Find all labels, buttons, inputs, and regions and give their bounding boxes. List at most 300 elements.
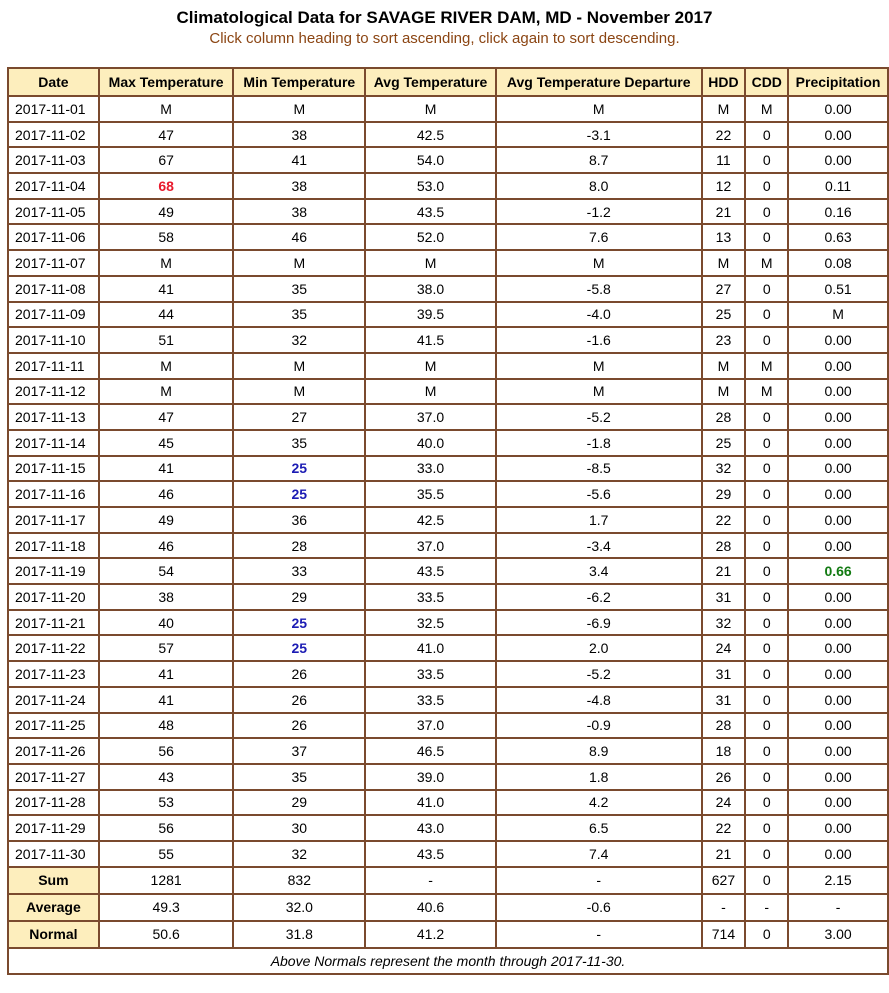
precipitation-cell: 0.00: [788, 507, 888, 533]
date-cell: 2017-11-17: [8, 507, 99, 533]
min-temperature-cell: 35: [233, 430, 365, 456]
max-temperature-cell: 58: [99, 224, 234, 250]
table-row: [8, 250, 888, 276]
table-row: [8, 610, 888, 636]
avg-temperature-cell: 42.5: [365, 507, 496, 533]
avg-temperature-cell: M: [365, 96, 496, 122]
precipitation-cell: 0.00: [788, 841, 888, 867]
avg-temperature-cell: 33.5: [365, 687, 496, 713]
max-temperature-cell: 56: [99, 815, 234, 841]
hdd-cell: 26: [702, 764, 746, 790]
avg-temperature-cell: 52.0: [365, 224, 496, 250]
table-row: [8, 199, 888, 225]
footnote-row: [8, 948, 888, 974]
avg-temperature-cell: 43.5: [365, 841, 496, 867]
table-row: [8, 224, 888, 250]
hdd-cell: 24: [702, 790, 746, 816]
precipitation-cell: 0.00: [788, 404, 888, 430]
min-temperature-cell: 25: [233, 456, 365, 482]
max-temperature-cell: 49: [99, 507, 234, 533]
precipitation-cell: 0.63: [788, 224, 888, 250]
precipitation-cell: 0.00: [788, 481, 888, 507]
avg-temperature-departure-cell: 8.7: [496, 147, 702, 173]
precipitation-cell: 0.00: [788, 456, 888, 482]
hdd-cell: 22: [702, 815, 746, 841]
avg-temperature-cell: 33.5: [365, 584, 496, 610]
min-temperature-cell: 46: [233, 224, 365, 250]
cdd-cell: 0: [745, 481, 788, 507]
avg-temperature-departure-cell: -4.0: [496, 302, 702, 328]
avg-temperature-departure-cell: -5.8: [496, 276, 702, 302]
max-temperature-cell: 46: [99, 533, 234, 559]
summary-label: Sum: [8, 867, 99, 894]
summary-cell: 0: [745, 921, 788, 948]
hdd-cell: 32: [702, 456, 746, 482]
table-row: [8, 122, 888, 148]
min-temperature-cell: M: [233, 250, 365, 276]
avg-temperature-cell: M: [365, 250, 496, 276]
avg-temperature-cell: 41.5: [365, 327, 496, 353]
precipitation-cell: 0.00: [788, 764, 888, 790]
precipitation-cell: M: [788, 302, 888, 328]
summary-cell: -: [496, 921, 702, 948]
avg-temperature-cell: M: [365, 379, 496, 405]
date-cell: 2017-11-02: [8, 122, 99, 148]
hdd-cell: 18: [702, 738, 746, 764]
summary-label: Normal: [8, 921, 99, 948]
table-row: [8, 790, 888, 816]
hdd-cell: 21: [702, 841, 746, 867]
avg-temperature-departure-cell: 3.4: [496, 558, 702, 584]
cdd-cell: 0: [745, 302, 788, 328]
date-cell: 2017-11-07: [8, 250, 99, 276]
table-row: [8, 738, 888, 764]
date-cell: 2017-11-19: [8, 558, 99, 584]
summary-cell: 714: [702, 921, 746, 948]
max-temperature-cell: 41: [99, 276, 234, 302]
max-temperature-cell: 48: [99, 713, 234, 739]
cdd-cell: 0: [745, 738, 788, 764]
table-row: [8, 302, 888, 328]
precipitation-cell: 0.00: [788, 687, 888, 713]
column-header-hdd[interactable]: HDD: [702, 68, 746, 96]
hdd-cell: 28: [702, 713, 746, 739]
summary-cell: -: [365, 867, 496, 894]
max-temperature-cell: M: [99, 250, 234, 276]
summary-cell: -0.6: [496, 894, 702, 921]
precipitation-cell: 0.00: [788, 815, 888, 841]
date-cell: 2017-11-14: [8, 430, 99, 456]
hdd-cell: 31: [702, 661, 746, 687]
avg-temperature-departure-cell: -8.5: [496, 456, 702, 482]
precipitation-cell: 0.00: [788, 790, 888, 816]
table-body: [8, 96, 888, 867]
date-cell: 2017-11-26: [8, 738, 99, 764]
max-temperature-cell: 47: [99, 404, 234, 430]
min-temperature-cell: 28: [233, 533, 365, 559]
max-temperature-cell: M: [99, 96, 234, 122]
hdd-cell: 13: [702, 224, 746, 250]
avg-temperature-cell: 41.0: [365, 790, 496, 816]
max-temperature-cell: 38: [99, 584, 234, 610]
hdd-cell: 22: [702, 507, 746, 533]
date-cell: 2017-11-04: [8, 173, 99, 199]
min-temperature-cell: 35: [233, 302, 365, 328]
min-temperature-cell: M: [233, 379, 365, 405]
max-temperature-cell: 54: [99, 558, 234, 584]
precipitation-cell: 0.00: [788, 122, 888, 148]
max-temperature-cell: 46: [99, 481, 234, 507]
avg-temperature-cell: 54.0: [365, 147, 496, 173]
min-temperature-cell: 36: [233, 507, 365, 533]
max-temperature-cell: 68: [99, 173, 234, 199]
table-row: [8, 404, 888, 430]
avg-temperature-departure-cell: -3.1: [496, 122, 702, 148]
avg-temperature-departure-cell: 1.8: [496, 764, 702, 790]
cdd-cell: 0: [745, 815, 788, 841]
summary-cell: 0: [745, 867, 788, 894]
summary-cell: 49.3: [99, 894, 234, 921]
date-cell: 2017-11-08: [8, 276, 99, 302]
column-header-avg-temperature-departure[interactable]: Avg Temperature Departure: [496, 68, 702, 96]
cdd-cell: 0: [745, 507, 788, 533]
avg-temperature-cell: 40.0: [365, 430, 496, 456]
avg-temperature-departure-cell: -3.4: [496, 533, 702, 559]
avg-temperature-cell: 53.0: [365, 173, 496, 199]
max-temperature-cell: 41: [99, 456, 234, 482]
summary-cell: 1281: [99, 867, 234, 894]
date-cell: 2017-11-22: [8, 635, 99, 661]
min-temperature-cell: 37: [233, 738, 365, 764]
summary-cell: 40.6: [365, 894, 496, 921]
cdd-cell: 0: [745, 584, 788, 610]
min-temperature-cell: 38: [233, 122, 365, 148]
avg-temperature-departure-cell: -5.2: [496, 404, 702, 430]
cdd-cell: 0: [745, 456, 788, 482]
avg-temperature-departure-cell: -4.8: [496, 687, 702, 713]
hdd-cell: 28: [702, 533, 746, 559]
avg-temperature-departure-cell: 6.5: [496, 815, 702, 841]
column-header-max-temperature[interactable]: Max Temperature: [99, 68, 234, 96]
min-temperature-cell: 35: [233, 764, 365, 790]
min-temperature-cell: 25: [233, 610, 365, 636]
table-row: [8, 713, 888, 739]
summary-cell: 3.00: [788, 921, 888, 948]
hdd-cell: 22: [702, 122, 746, 148]
date-cell: 2017-11-16: [8, 481, 99, 507]
summary-cell: 832: [233, 867, 365, 894]
table-row: [8, 687, 888, 713]
table-row: [8, 327, 888, 353]
avg-temperature-cell: 38.0: [365, 276, 496, 302]
avg-temperature-departure-cell: M: [496, 353, 702, 379]
hdd-cell: 27: [702, 276, 746, 302]
column-header-avg-temperature[interactable]: Avg Temperature: [365, 68, 496, 96]
precipitation-cell: 0.00: [788, 738, 888, 764]
min-temperature-cell: 35: [233, 276, 365, 302]
min-temperature-cell: 33: [233, 558, 365, 584]
date-cell: 2017-11-05: [8, 199, 99, 225]
min-temperature-cell: M: [233, 353, 365, 379]
precipitation-cell: 0.66: [788, 558, 888, 584]
column-header-date[interactable]: Date: [8, 68, 99, 96]
cdd-cell: 0: [745, 661, 788, 687]
min-temperature-cell: 25: [233, 481, 365, 507]
summary-row-normal: [8, 921, 888, 948]
date-cell: 2017-11-29: [8, 815, 99, 841]
header-row: [8, 68, 888, 96]
hdd-cell: 21: [702, 558, 746, 584]
summary-cell: 2.15: [788, 867, 888, 894]
date-cell: 2017-11-28: [8, 790, 99, 816]
cdd-cell: 0: [745, 635, 788, 661]
max-temperature-cell: 41: [99, 661, 234, 687]
cdd-cell: 0: [745, 610, 788, 636]
cdd-cell: 0: [745, 533, 788, 559]
min-temperature-cell: 25: [233, 635, 365, 661]
cdd-cell: 0: [745, 224, 788, 250]
avg-temperature-cell: 41.0: [365, 635, 496, 661]
cdd-cell: 0: [745, 430, 788, 456]
avg-temperature-cell: 43.5: [365, 199, 496, 225]
min-temperature-cell: 26: [233, 687, 365, 713]
hdd-cell: M: [702, 250, 746, 276]
table-row: [8, 173, 888, 199]
max-temperature-cell: 47: [99, 122, 234, 148]
cdd-cell: M: [745, 96, 788, 122]
date-cell: 2017-11-10: [8, 327, 99, 353]
cdd-cell: 0: [745, 276, 788, 302]
avg-temperature-departure-cell: 4.2: [496, 790, 702, 816]
avg-temperature-cell: 39.0: [365, 764, 496, 790]
avg-temperature-cell: 39.5: [365, 302, 496, 328]
cdd-cell: 0: [745, 790, 788, 816]
precipitation-cell: 0.00: [788, 661, 888, 687]
precipitation-cell: 0.00: [788, 327, 888, 353]
date-cell: 2017-11-23: [8, 661, 99, 687]
avg-temperature-cell: 37.0: [365, 404, 496, 430]
table-row: [8, 456, 888, 482]
table-row: [8, 147, 888, 173]
precipitation-cell: 0.08: [788, 250, 888, 276]
cdd-cell: M: [745, 379, 788, 405]
cdd-cell: 0: [745, 841, 788, 867]
avg-temperature-departure-cell: 2.0: [496, 635, 702, 661]
summary-cell: -: [702, 894, 746, 921]
date-cell: 2017-11-27: [8, 764, 99, 790]
table-row: [8, 430, 888, 456]
avg-temperature-departure-cell: -1.2: [496, 199, 702, 225]
table-row: [8, 815, 888, 841]
max-temperature-cell: 55: [99, 841, 234, 867]
summary-cell: -: [496, 867, 702, 894]
precipitation-cell: 0.00: [788, 713, 888, 739]
hdd-cell: 28: [702, 404, 746, 430]
max-temperature-cell: 67: [99, 147, 234, 173]
table-row: [8, 379, 888, 405]
hdd-cell: M: [702, 96, 746, 122]
hdd-cell: M: [702, 353, 746, 379]
table-row: [8, 635, 888, 661]
table-row: [8, 661, 888, 687]
cdd-cell: 0: [745, 404, 788, 430]
date-cell: 2017-11-06: [8, 224, 99, 250]
summary-cell: 50.6: [99, 921, 234, 948]
avg-temperature-departure-cell: -5.6: [496, 481, 702, 507]
cdd-cell: M: [745, 353, 788, 379]
avg-temperature-cell: 33.5: [365, 661, 496, 687]
precipitation-cell: 0.00: [788, 353, 888, 379]
cdd-cell: 0: [745, 687, 788, 713]
hdd-cell: 25: [702, 302, 746, 328]
table-summary: [8, 867, 888, 974]
precipitation-cell: 0.00: [788, 96, 888, 122]
max-temperature-cell: M: [99, 353, 234, 379]
precipitation-cell: 0.00: [788, 379, 888, 405]
max-temperature-cell: 45: [99, 430, 234, 456]
min-temperature-cell: 32: [233, 327, 365, 353]
precipitation-cell: 0.51: [788, 276, 888, 302]
precipitation-cell: 0.00: [788, 610, 888, 636]
max-temperature-cell: 49: [99, 199, 234, 225]
avg-temperature-cell: 33.0: [365, 456, 496, 482]
table-row: [8, 507, 888, 533]
avg-temperature-departure-cell: -6.2: [496, 584, 702, 610]
date-cell: 2017-11-30: [8, 841, 99, 867]
avg-temperature-departure-cell: -5.2: [496, 661, 702, 687]
column-header-precipitation[interactable]: Precipitation: [788, 68, 888, 96]
hdd-cell: 32: [702, 610, 746, 636]
hdd-cell: 23: [702, 327, 746, 353]
avg-temperature-departure-cell: 7.4: [496, 841, 702, 867]
max-temperature-cell: 43: [99, 764, 234, 790]
hdd-cell: 21: [702, 199, 746, 225]
table-row: [8, 533, 888, 559]
cdd-cell: 0: [745, 558, 788, 584]
date-cell: 2017-11-20: [8, 584, 99, 610]
cdd-cell: M: [745, 250, 788, 276]
date-cell: 2017-11-15: [8, 456, 99, 482]
hdd-cell: 25: [702, 430, 746, 456]
min-temperature-cell: M: [233, 96, 365, 122]
summary-cell: 32.0: [233, 894, 365, 921]
avg-temperature-cell: 37.0: [365, 713, 496, 739]
climate-data-table: [7, 67, 889, 975]
max-temperature-cell: 41: [99, 687, 234, 713]
cdd-cell: 0: [745, 147, 788, 173]
avg-temperature-cell: 42.5: [365, 122, 496, 148]
max-temperature-cell: 44: [99, 302, 234, 328]
hdd-cell: 31: [702, 584, 746, 610]
avg-temperature-departure-cell: -0.9: [496, 713, 702, 739]
date-cell: 2017-11-12: [8, 379, 99, 405]
avg-temperature-cell: 37.0: [365, 533, 496, 559]
date-cell: 2017-11-09: [8, 302, 99, 328]
avg-temperature-cell: M: [365, 353, 496, 379]
min-temperature-cell: 38: [233, 199, 365, 225]
min-temperature-cell: 41: [233, 147, 365, 173]
table-row: [8, 353, 888, 379]
table-row: [8, 96, 888, 122]
summary-cell: 627: [702, 867, 746, 894]
max-temperature-cell: 56: [99, 738, 234, 764]
max-temperature-cell: 51: [99, 327, 234, 353]
min-temperature-cell: 26: [233, 661, 365, 687]
table-row: [8, 481, 888, 507]
table-row: [8, 558, 888, 584]
avg-temperature-departure-cell: M: [496, 379, 702, 405]
avg-temperature-departure-cell: -6.9: [496, 610, 702, 636]
date-cell: 2017-11-11: [8, 353, 99, 379]
summary-cell: 31.8: [233, 921, 365, 948]
date-cell: 2017-11-01: [8, 96, 99, 122]
min-temperature-cell: 29: [233, 790, 365, 816]
avg-temperature-departure-cell: 8.9: [496, 738, 702, 764]
avg-temperature-departure-cell: 7.6: [496, 224, 702, 250]
hdd-cell: 11: [702, 147, 746, 173]
table-row: [8, 841, 888, 867]
page-title: Climatological Data for SAVAGE RIVER DAM, MD - November 2017: [176, 8, 713, 27]
date-cell: 2017-11-21: [8, 610, 99, 636]
cdd-cell: 0: [745, 327, 788, 353]
min-temperature-cell: 32: [233, 841, 365, 867]
date-cell: 2017-11-18: [8, 533, 99, 559]
table-row: [8, 764, 888, 790]
avg-temperature-cell: 46.5: [365, 738, 496, 764]
avg-temperature-departure-cell: M: [496, 96, 702, 122]
column-header-min-temperature[interactable]: Min Temperature: [233, 68, 365, 96]
date-cell: 2017-11-25: [8, 713, 99, 739]
avg-temperature-cell: 43.5: [365, 558, 496, 584]
column-header-cdd[interactable]: CDD: [745, 68, 788, 96]
cdd-cell: 0: [745, 122, 788, 148]
avg-temperature-cell: 35.5: [365, 481, 496, 507]
avg-temperature-departure-cell: M: [496, 250, 702, 276]
avg-temperature-departure-cell: 1.7: [496, 507, 702, 533]
precipitation-cell: 0.16: [788, 199, 888, 225]
summary-label: Average: [8, 894, 99, 921]
min-temperature-cell: 38: [233, 173, 365, 199]
hdd-cell: 29: [702, 481, 746, 507]
summary-row-sum: [8, 867, 888, 894]
precipitation-cell: 0.00: [788, 147, 888, 173]
hdd-cell: 12: [702, 173, 746, 199]
sort-instructions: Click column heading to sort ascending, click again to sort descending.: [209, 30, 680, 47]
summary-row-average: [8, 894, 888, 921]
summary-cell: 41.2: [365, 921, 496, 948]
avg-temperature-cell: 43.0: [365, 815, 496, 841]
precipitation-cell: 0.11: [788, 173, 888, 199]
date-cell: 2017-11-03: [8, 147, 99, 173]
summary-cell: -: [745, 894, 788, 921]
cdd-cell: 0: [745, 764, 788, 790]
date-cell: 2017-11-13: [8, 404, 99, 430]
min-temperature-cell: 27: [233, 404, 365, 430]
normals-footnote: Above Normals represent the month through 2017-11-30.: [8, 948, 888, 974]
table-row: [8, 584, 888, 610]
min-temperature-cell: 26: [233, 713, 365, 739]
max-temperature-cell: M: [99, 379, 234, 405]
min-temperature-cell: 30: [233, 815, 365, 841]
cdd-cell: 0: [745, 199, 788, 225]
avg-temperature-departure-cell: -1.8: [496, 430, 702, 456]
hdd-cell: 24: [702, 635, 746, 661]
summary-cell: -: [788, 894, 888, 921]
table-row: [8, 276, 888, 302]
max-temperature-cell: 40: [99, 610, 234, 636]
max-temperature-cell: 53: [99, 790, 234, 816]
precipitation-cell: 0.00: [788, 533, 888, 559]
